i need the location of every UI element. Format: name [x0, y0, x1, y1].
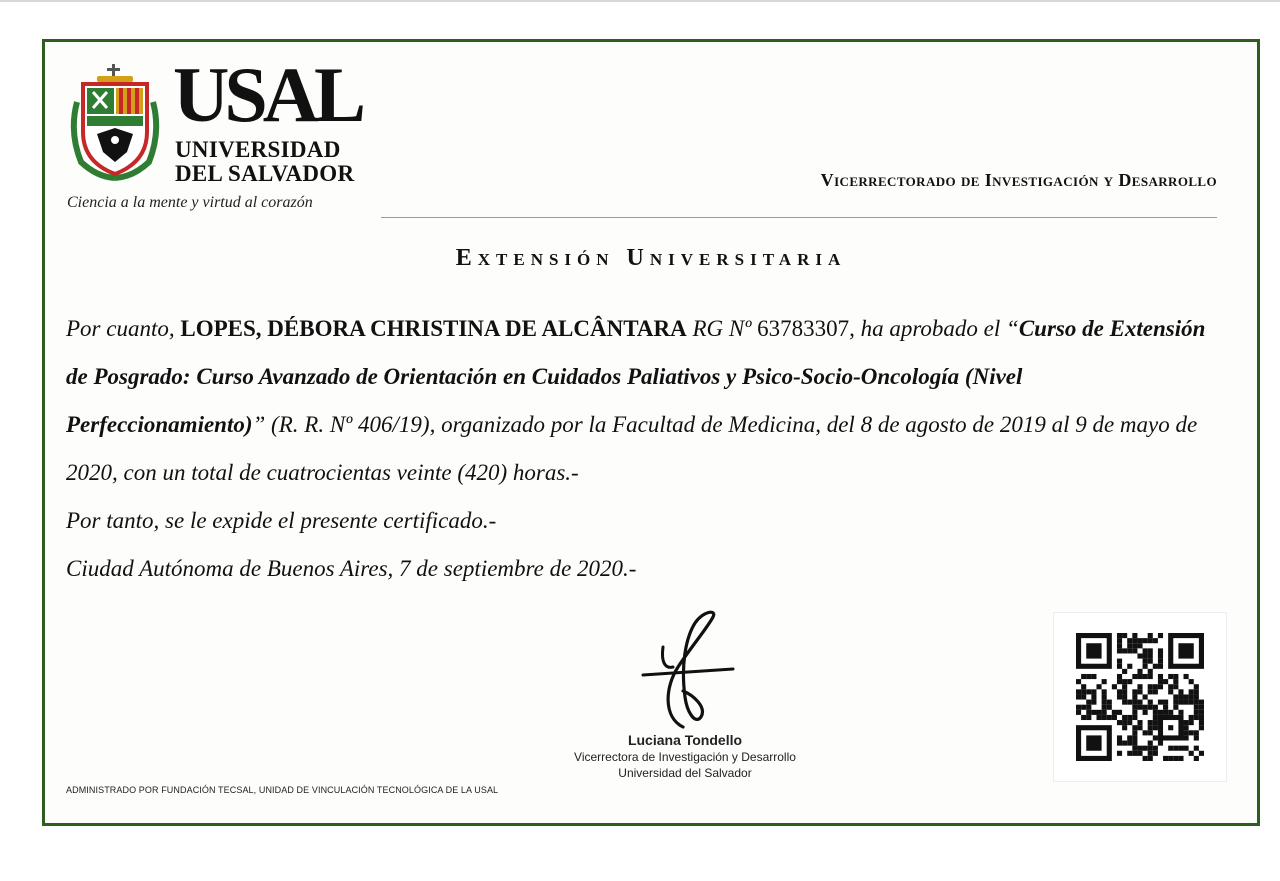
qr-code-icon [1076, 633, 1204, 761]
certificate-place-date: Ciudad Autónoma de Buenos Aires, 7 de septiembre de 2020.- [66, 556, 637, 581]
intro-text: Por cuanto, [66, 316, 181, 341]
course-name: Curso de Extensión de Posgrado: Curso Avanzado de Orientación en Cuidados Paliativos y Psico-Socio-Oncología (Nivel Perfeccionamiento) [66, 316, 1206, 437]
logo-line-universidad: UNIVERSIDAD [175, 137, 341, 162]
certificate-paragraph-issue: Por tanto, se le expide el presente certificado.- [66, 508, 497, 533]
signatory-institution: Universidad del Salvador [618, 766, 752, 780]
signature-icon [623, 607, 743, 737]
footer-note: ADMINISTRADO POR FUNDACIÓN TECSAL, UNIDAD DE VINCULACIÓN TECNOLÓGICA DE LA USAL [66, 785, 499, 795]
signatory-name: Luciana Tondello [627, 732, 743, 748]
signatory-role: Vicerrectora de Investigación y Desarrollo [574, 750, 796, 764]
office-heading: Vicerrectorado de Investigación y Desarrollo [820, 170, 1217, 190]
header-rule [381, 217, 1217, 218]
program-title: Extensión Universitaria [455, 245, 847, 271]
course-details: ” (R. R. Nº 406/19), organizado por la Facultad de Medicina, del 8 de agosto de 2019 al 9 de mayo de 2020, con un total de cuatrocientas veinte (420) horas.- [66, 412, 1198, 485]
recipient-given-names: DÉBORA CHRISTINA DE ALCÂNTARA [267, 316, 687, 341]
signatory-block [535, 732, 835, 781]
top-divider [0, 0, 1280, 2]
qr-code-container [1053, 612, 1227, 782]
university-seal-icon [67, 62, 163, 182]
logo-line-del-salvador: DEL SALVADOR [175, 161, 355, 186]
certificate-paragraph-main [66, 305, 1221, 497]
id-number: 63783307 [757, 316, 850, 341]
university-motto: Ciencia a la mente y virtud al corazón [67, 194, 313, 211]
recipient-surname: LOPES [180, 316, 256, 341]
certificate-frame [42, 39, 1260, 826]
logo-wordmark: USAL [173, 51, 362, 138]
certificate-body [66, 305, 1221, 593]
recipient-separator: , [255, 316, 268, 341]
id-label: RG Nº [686, 316, 758, 341]
approved-text: , ha aprobado el “ [849, 316, 1019, 341]
